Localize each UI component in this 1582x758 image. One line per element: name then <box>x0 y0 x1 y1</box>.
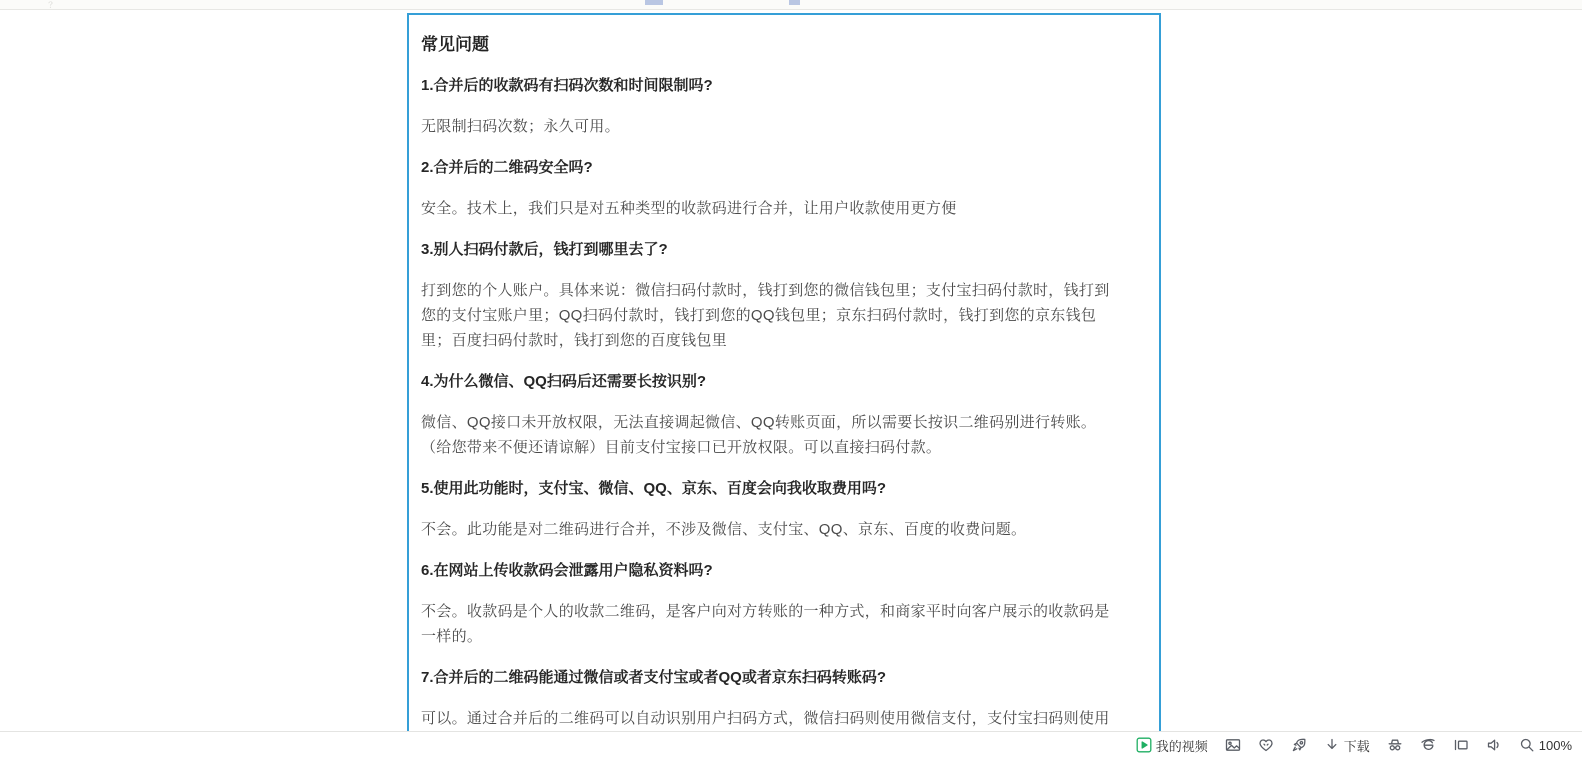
faq-title: 常见问题 <box>421 35 489 54</box>
rocket-icon <box>1291 737 1307 753</box>
faq-answer: 安全。技术上，我们只是对五种类型的收款码进行合并，让用户收款使用更方便 <box>421 200 957 217</box>
faq-question: 6.在网站上传收款码会泄露用户隐私资料吗? <box>421 562 713 579</box>
faq-answer: 微信、QQ接口未开放权限，无法直接调起微信、QQ转账页面，所以需要长按识二维码别进行转账。（给您带来不便还请谅解）目前支付宝接口已开放权限。可以直接扫码付款。 <box>421 414 1097 456</box>
faq-question: 3.别人扫码付款后，钱打到哪里去了? <box>421 241 668 258</box>
my-videos-label: 我的视频 <box>1155 738 1208 754</box>
incognito-icon <box>1387 737 1403 753</box>
page-zoom-button[interactable] <box>1519 737 1572 753</box>
window-icon <box>1453 737 1469 753</box>
cutoff-glyph: ﹖ <box>46 0 56 9</box>
top-page-strip <box>0 0 1582 10</box>
faq-answer: 可以。通过合并后的二维码可以自动识别用户扫码方式，微信扫码则使用微信支付，支付宝扫码则使用 <box>421 710 1110 727</box>
browser-status-bar <box>0 731 1582 758</box>
download-label: 下载 <box>1343 738 1370 754</box>
ie-mode-icon <box>1420 737 1436 753</box>
faq-list <box>421 73 1119 731</box>
faq-question: 4.为什么微信、QQ扫码后还需要长按识别? <box>421 373 707 390</box>
incognito-button[interactable] <box>1387 737 1403 753</box>
cutoff-link-fragment <box>645 0 663 5</box>
ie-mode-button[interactable] <box>1420 737 1436 753</box>
my-videos-button[interactable] <box>1136 736 1208 755</box>
faq-answer: 无限制扫码次数；永久可用。 <box>421 118 620 135</box>
faq-question: 2.合并后的二维码安全吗? <box>421 159 593 176</box>
download-button[interactable] <box>1324 736 1370 755</box>
zoom-magnifier-icon <box>1519 737 1535 753</box>
game-booster-button[interactable] <box>1291 737 1307 753</box>
faq-answer: 不会。收款码是个人的收款二维码，是客户向对方转账的一种方式，和商家平时向客户展示的收款码是一样的。 <box>421 603 1110 645</box>
volume-icon <box>1486 737 1502 753</box>
picture-button[interactable] <box>1225 737 1241 753</box>
zoom-level: 100% <box>1538 737 1572 753</box>
heart-icon <box>1258 737 1274 753</box>
faq-answer: 打到您的个人账户。具体来说：微信扫码付款时，钱打到您的微信钱包里；支付宝扫码付款时，钱打到您的支付宝账户里；QQ扫码付款时，钱打到您的QQ钱包里；京东扫码付款时，钱打到您的京东钱包里；百度扫码付款时，钱打到您的百度钱包里 <box>421 282 1110 349</box>
window-button[interactable] <box>1453 737 1469 753</box>
picture-icon <box>1225 737 1241 753</box>
faq-panel <box>407 13 1161 731</box>
mute-button[interactable] <box>1486 737 1502 753</box>
faq-question: 5.使用此功能时，支付宝、微信、QQ、京东、百度会向我收取费用吗? <box>421 480 887 497</box>
faq-answer: 不会。此功能是对二维码进行合并，不涉及微信、支付宝、QQ、京东、百度的收费问题。 <box>421 521 1027 538</box>
play-icon <box>1136 737 1152 753</box>
favorite-button[interactable] <box>1258 737 1274 753</box>
faq-question: 7.合并后的二维码能通过微信或者支付宝或者QQ或者京东扫码转账码? <box>421 669 887 686</box>
download-arrow-icon <box>1324 737 1340 753</box>
faq-question: 1.合并后的收款码有扫码次数和时间限制吗? <box>421 77 713 94</box>
cutoff-link-fragment <box>789 0 800 5</box>
